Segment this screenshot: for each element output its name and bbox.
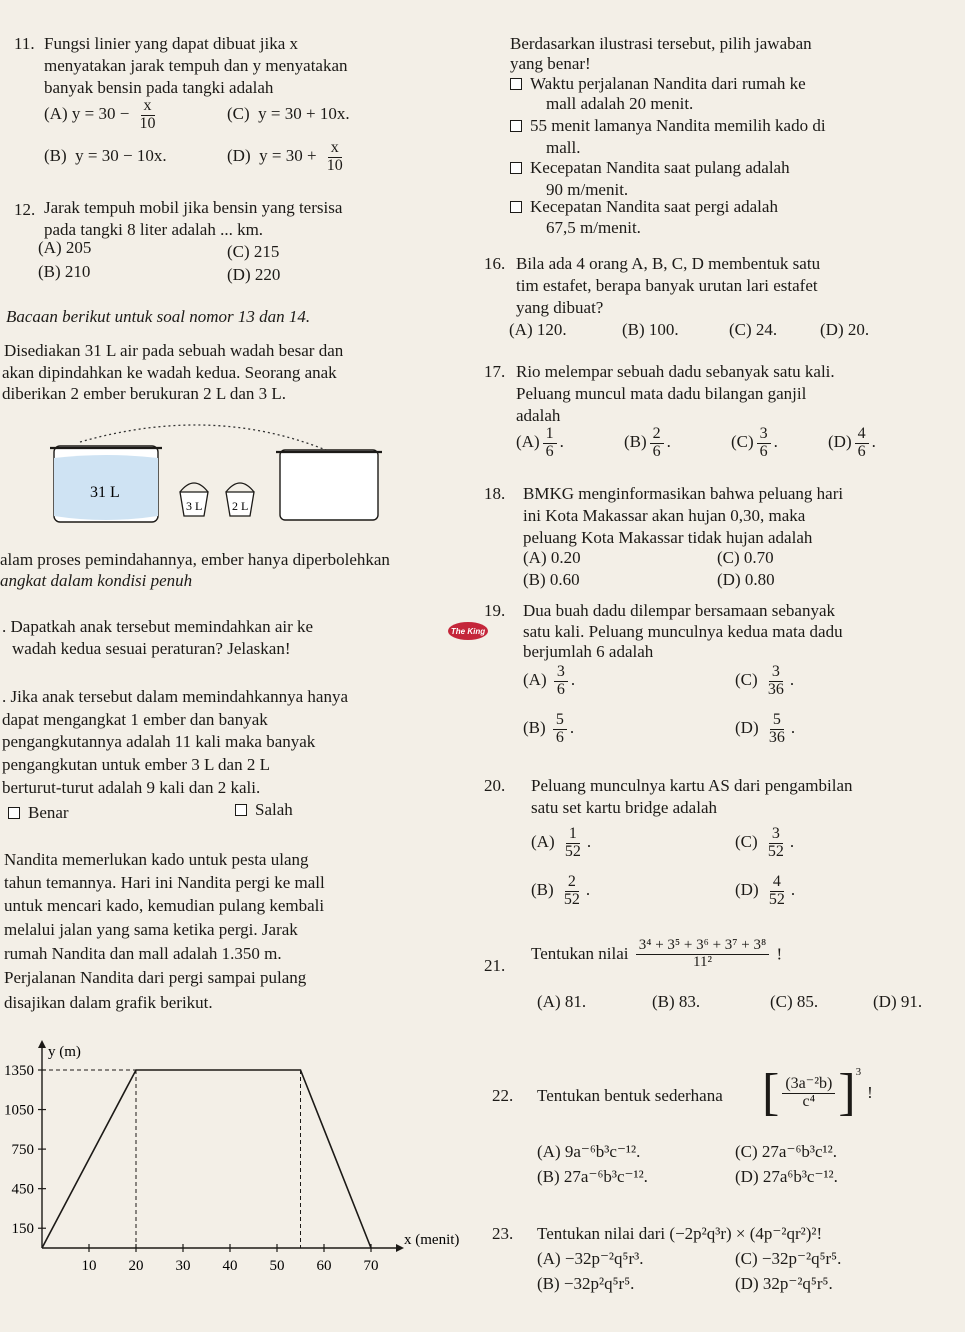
q13-text-1: . Dapatkah anak tersebut memindahkan air ke [2, 617, 314, 636]
q17-text-3: adalah [516, 406, 561, 425]
big-container-label: 31 L [90, 484, 120, 501]
q21-expression: $\frac{\text{3⁴ + 3⁵ + 3⁶ + 3⁷ + 3⁸}}{\text{11²}}$ [636, 938, 770, 971]
q17-text-1: Rio melempar sebuah dadu sebanyak satu kali. [516, 362, 835, 381]
q17-text-2: Peluang muncul mata dadu bilangan ganjil [516, 384, 807, 403]
q22-text-1: Tentukan bentuk sederhana [537, 1086, 723, 1105]
x-tick-label: 20 [128, 1258, 144, 1274]
y-tick-label: 1350 [4, 1063, 34, 1079]
q11-option-c[interactable]: (C) y = 30 + 10x. [227, 104, 350, 123]
q16-text-3: yang dibuat? [516, 298, 604, 317]
story-line-1: Disediakan 31 L air pada sebuah wadah besar dan [4, 341, 344, 360]
q19-text-2: satu kali. Peluang munculnya kedua mata dadu [523, 622, 843, 641]
q21-number: 21. [484, 956, 506, 975]
q18-text-3: peluang Kota Makassar tidak hujan adalah [523, 528, 813, 547]
q17-option-c[interactable]: (C) $\frac{3}{6}$ . [731, 425, 778, 460]
rule-line-1: alam proses pemindahannya, ember hanya diperbolehkan [0, 550, 390, 569]
q14-text-2: dapat mengangkat 1 ember dan banyak [2, 710, 268, 729]
q11-number: 11. [14, 34, 35, 53]
q22-option-c[interactable]: (C) 27a⁻⁶b³c¹². [735, 1142, 837, 1161]
nandita-line-7: disajikan dalam grafik berikut. [4, 993, 213, 1012]
y-tick-label: 450 [11, 1181, 34, 1198]
x-tick-label: 60 [316, 1258, 332, 1274]
q11-option-a-fraction: $\frac{x}{10}$ [139, 97, 156, 132]
x-tick-label: 10 [81, 1258, 97, 1274]
x-tick-label: 40 [222, 1258, 238, 1274]
q19-option-d[interactable]: (D) $\frac{5}{36}$ . [735, 711, 796, 746]
q16-option-b[interactable]: (B) 100. [622, 320, 679, 339]
q11-option-a[interactable]: (A) y = 30 − $\frac{x}{10}$ [44, 98, 162, 133]
q22-number: 22. [492, 1086, 514, 1105]
q20-option-d[interactable]: (D) $\frac{4}{52}$ . [735, 873, 796, 908]
q14-text-1: . Jika anak tersebut dalam memindahkannya hanya [2, 687, 349, 706]
q16-text-1: Bila ada 4 orang A, B, C, D membentuk satu [516, 254, 821, 273]
q18-number: 18. [484, 484, 506, 503]
q22-expression: [ $\frac{\text{(3a⁻²b)}}{\text{c⁴}}$ ] 3 ! [762, 1064, 873, 1121]
water-transfer-illustration [40, 404, 390, 526]
q11-option-d[interactable]: (D) y = 30 + $\frac{x}{10}$ [227, 140, 349, 175]
q18-text-2: ini Kota Makassar akan hujan 0,30, maka [523, 506, 806, 525]
y-tick-label: 1050 [4, 1102, 34, 1119]
y-axis-arrow-icon [38, 1040, 46, 1048]
q12-option-c[interactable]: (C) 215 [227, 242, 280, 261]
q19-option-c[interactable]: (C) $\frac{3}{36}$ . [735, 663, 795, 698]
q16-option-c[interactable]: (C) 24. [729, 320, 778, 339]
q18-text-1: BMKG menginformasikan bahwa peluang hari [523, 484, 844, 503]
q12-option-b[interactable]: (B) 210 [38, 262, 91, 281]
q22-option-b[interactable]: (B) 27a⁻⁶b³c⁻¹². [537, 1167, 648, 1186]
nandita-line-2: tahun temannya. Hari ini Nandita pergi ke mall [4, 873, 325, 892]
q12-option-d[interactable]: (D) 220 [227, 265, 281, 284]
q12-text-2: pada tangki 8 liter adalah ... km. [44, 220, 264, 239]
q17-option-d[interactable]: (D) $\frac{4}{6}$ . [828, 425, 876, 460]
q13-text-2: wadah kedua sesuai peraturan? Jelaskan! [12, 639, 291, 658]
q20-text-2: satu set kartu bridge adalah [531, 798, 717, 817]
statement-2[interactable]: 55 menit lamanya Nandita memilih kado di [510, 116, 826, 136]
q22-option-a[interactable]: (A) 9a⁻⁶b³c⁻¹². [537, 1142, 641, 1161]
q18-option-a[interactable]: (A) 0.20 [523, 548, 581, 567]
q16-option-a[interactable]: (A) 120. [509, 320, 567, 339]
y-axis-label: y (m) [48, 1044, 81, 1060]
q15-intro-1: Berdasarkan ilustrasi tersebut, pilih jawaban [510, 34, 812, 53]
q23-option-b[interactable]: (B) −32p²q⁵r⁵. [537, 1274, 635, 1293]
statement-4[interactable]: Kecepatan Nandita saat pergi adalah [510, 197, 778, 217]
q20-option-a[interactable]: (A) $\frac{1}{52}$ . [531, 825, 592, 860]
the-king-logo: The King [448, 622, 488, 640]
salah-checkbox[interactable] [235, 804, 247, 816]
nandita-line-1: Nandita memerlukan kado untuk pesta ulang [4, 850, 309, 869]
q14-text-3: pengangkutannya adalah 11 kali maka banyak [2, 732, 316, 751]
statement-3-checkbox[interactable] [510, 162, 522, 174]
q19-option-a[interactable]: (A) $\frac{3}{6}$ . [523, 663, 576, 698]
bucket-2l-label: 2 L [232, 499, 249, 513]
distance-time-chart [0, 1036, 460, 1274]
q19-number: 19. [484, 601, 506, 620]
q19-text-1: Dua buah dadu dilempar bersamaan sebanyak [523, 601, 836, 620]
nandita-line-3: untuk mencari kado, kemudian pulang kembali [4, 896, 325, 915]
x-axis-arrow-icon [396, 1244, 404, 1252]
x-tick-label: 30 [175, 1258, 191, 1274]
q21-option-c[interactable]: (C) 85. [770, 992, 819, 1011]
q15-intro-2: yang benar! [510, 54, 591, 73]
q23-option-d[interactable]: (D) 32p⁻²q⁵r⁵. [735, 1274, 833, 1293]
q20-option-c[interactable]: (C) $\frac{3}{52}$ . [735, 825, 795, 860]
q17-option-a[interactable]: (A) $\frac{1}{6}$ . [516, 425, 564, 460]
q17-option-b[interactable]: (B) $\frac{2}{6}$ . [624, 425, 671, 460]
q11-option-b[interactable]: (B) y = 30 − 10x. [44, 146, 167, 165]
q12-text-1: Jarak tempuh mobil jika bensin yang tersisa [44, 198, 343, 217]
statement-4-cont: 67,5 m/menit. [546, 218, 641, 237]
statement-3[interactable]: Kecepatan Nandita saat pulang adalah [510, 158, 790, 178]
x-axis-label: x (menit) [404, 1232, 460, 1248]
bucket-3l-label: 3 L [186, 499, 203, 513]
reading-heading: Bacaan berikut untuk soal nomor 13 dan 14. [6, 307, 311, 326]
q20-number: 20. [484, 776, 506, 795]
q18-option-b[interactable]: (B) 0.60 [523, 570, 580, 589]
q14-text-4: pengangkutan untuk ember 3 L dan 2 L [2, 755, 270, 774]
y-tick-label: 750 [11, 1142, 34, 1159]
q12-number: 12. [14, 200, 36, 219]
q16-text-2: tim estafet, berapa banyak urutan lari estafet [516, 276, 818, 295]
second-container-icon [276, 450, 382, 520]
q17-number: 17. [484, 362, 506, 381]
q23-option-c[interactable]: (C) −32p⁻²q⁵r⁵. [735, 1249, 842, 1268]
benar-checkbox[interactable] [8, 807, 20, 819]
q11-text-3: banyak bensin pada tangki adalah [44, 78, 274, 97]
q21-option-d[interactable]: (D) 91. [873, 992, 923, 1011]
story-line-3: diberikan 2 ember berukuran 2 L dan 3 L. [2, 384, 287, 403]
series-line [42, 1070, 371, 1248]
x-tick-label: 70 [363, 1258, 379, 1274]
q11-text-2: menyatakan jarak tempuh dan y menyatakan [44, 56, 348, 75]
q18-option-c[interactable]: (C) 0.70 [717, 548, 774, 567]
nandita-line-5: rumah Nandita dan mall adalah 1.350 m. [4, 944, 282, 963]
q23-number: 23. [492, 1224, 514, 1243]
q21-prompt: Tentukan nilai $\frac{\text{3⁴ + 3⁵ + 3⁶ + 3⁷ + 3⁸}}{\text{11²}}$ ! [531, 937, 783, 970]
q14-option-benar[interactable]: Benar [8, 803, 69, 823]
q14-text-5: berturut-turut adalah 9 kali dan 2 kali. [2, 778, 261, 797]
q16-option-d[interactable]: (D) 20. [820, 320, 870, 339]
q11-option-d-fraction: $\frac{x}{10}$ [326, 139, 343, 174]
q23-option-a[interactable]: (A) −32p⁻²q⁵r³. [537, 1249, 644, 1268]
q22-option-d[interactable]: (D) 27a⁶b³c⁻¹². [735, 1167, 838, 1186]
story-line-2: akan dipindahkan ke wadah kedua. Seorang anak [2, 363, 337, 382]
x-tick-label: 50 [269, 1258, 285, 1274]
nandita-line-4: melalui jalan yang sama ketika pergi. Jarak [4, 920, 298, 939]
statement-2-cont: mall. [546, 138, 581, 157]
q11-text-1: Fungsi linier yang dapat dibuat jika x [44, 34, 299, 53]
statement-4-checkbox[interactable] [510, 201, 522, 213]
statement-1-cont: mall adalah 20 menit. [546, 94, 694, 113]
statement-1[interactable]: Waktu perjalanan Nandita dari rumah ke [510, 74, 806, 94]
statement-2-checkbox[interactable] [510, 120, 522, 132]
q18-option-d[interactable]: (D) 0.80 [717, 570, 775, 589]
y-tick-label: 150 [11, 1221, 34, 1238]
statement-1-checkbox[interactable] [510, 78, 522, 90]
q19-text-3: berjumlah 6 adalah [523, 642, 654, 661]
rule-line-2: angkat dalam kondisi penuh [0, 571, 193, 590]
q12-option-a[interactable]: (A) 205 [38, 238, 92, 257]
q23-text-1: Tentukan nilai dari (−2p²q³r) × (4p⁻²qr²)²! [537, 1224, 823, 1243]
q19-option-b[interactable]: (B) $\frac{5}{6}$ . [523, 711, 575, 746]
statement-3-cont: 90 m/menit. [546, 180, 629, 199]
q20-option-b[interactable]: (B) $\frac{2}{52}$ . [531, 873, 591, 908]
q20-text-1: Peluang munculnya kartu AS dari pengambilan [531, 776, 853, 795]
q16-number: 16. [484, 254, 506, 273]
nandita-line-6: Perjalanan Nandita dari pergi sampai pulang [4, 968, 307, 987]
q21-option-b[interactable]: (B) 83. [652, 992, 701, 1011]
q21-option-a[interactable]: (A) 81. [537, 992, 587, 1011]
q14-option-salah[interactable]: Salah [235, 800, 293, 820]
